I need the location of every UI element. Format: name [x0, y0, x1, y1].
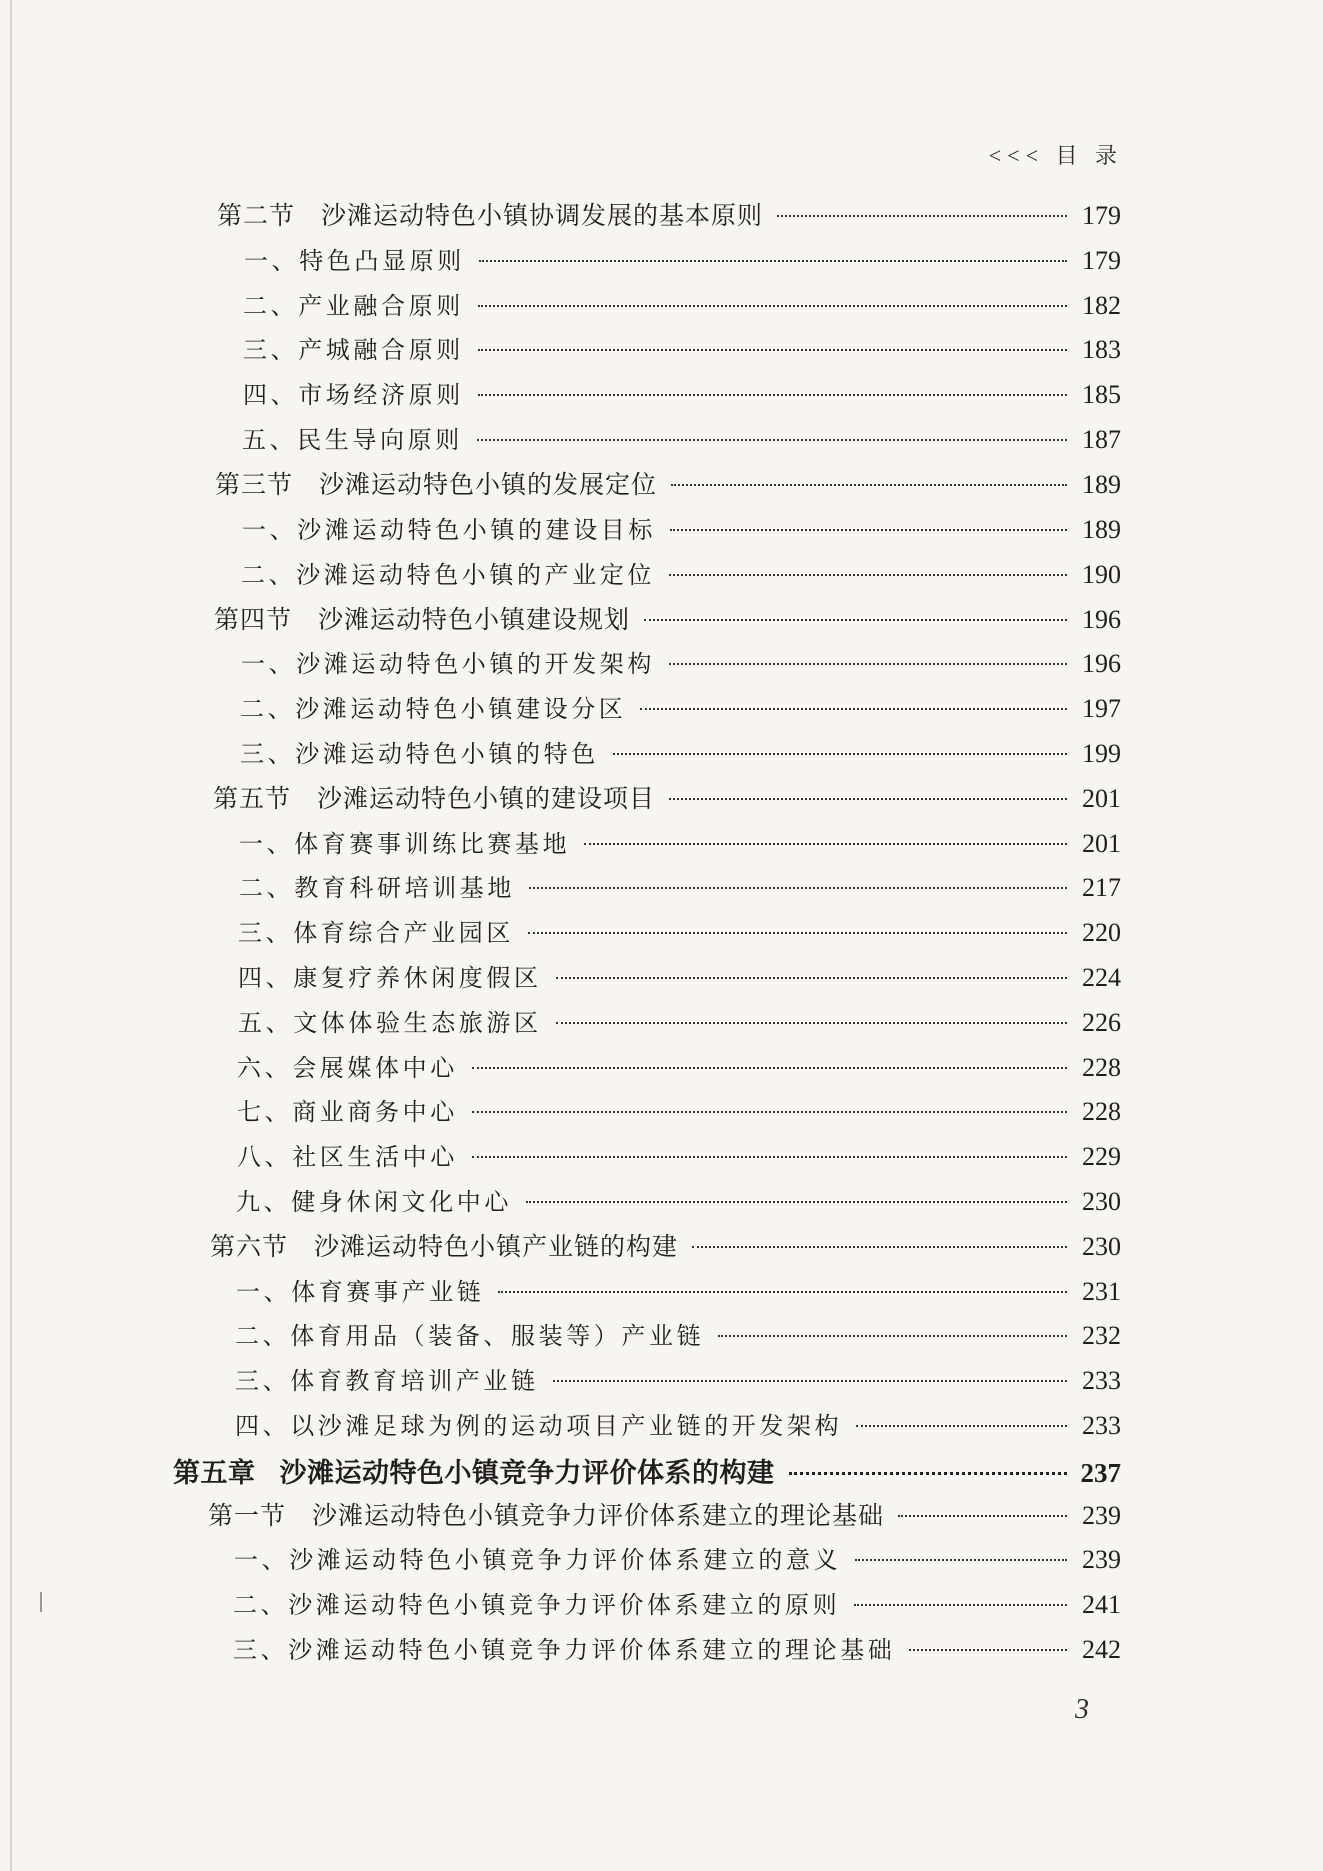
toc-section — [214, 600, 1121, 644]
toc-page-number: 239 — [1082, 1501, 1121, 1530]
toc-title-text: 四、市场经济原则 — [243, 381, 464, 409]
toc-title — [240, 734, 599, 769]
toc-title — [243, 330, 464, 365]
toc-item — [241, 555, 1121, 599]
toc-title-text: 三、体育教育培训产业链 — [235, 1367, 539, 1395]
toc-title-text: 五、文体体验生态旅游区 — [238, 1009, 542, 1037]
dot-leader — [498, 1291, 1067, 1293]
toc-tag: 第六节 — [210, 1234, 289, 1261]
toc-page-number: 233 — [1082, 1366, 1121, 1395]
toc-tag: 第五章 — [173, 1458, 256, 1489]
toc-title — [210, 1227, 678, 1263]
toc-title — [241, 644, 655, 679]
toc-title-text: 一、特色凸显原则 — [244, 247, 465, 275]
toc-title-text: 沙滩运动特色小镇竞争力评价体系建立的理论基础 — [312, 1503, 885, 1530]
toc-title-text: 五、民生导向原则 — [242, 426, 463, 454]
toc-page-number: 229 — [1082, 1142, 1121, 1171]
toc-page-number: 179 — [1082, 201, 1121, 230]
dot-leader — [855, 1559, 1067, 1561]
toc-tag: 第五节 — [213, 786, 292, 813]
toc-tag: 第三节 — [215, 472, 294, 499]
toc-title — [237, 1048, 458, 1083]
toc-page-number: 231 — [1082, 1277, 1121, 1306]
dot-leader — [854, 1604, 1067, 1606]
toc-title-text: 一、体育赛事训练比赛基地 — [239, 830, 571, 858]
toc-item — [243, 375, 1121, 419]
toc-page-number: 228 — [1082, 1053, 1121, 1082]
toc-title — [235, 1316, 704, 1351]
toc-title — [240, 689, 626, 724]
toc-page-number: 237 — [1080, 1458, 1121, 1488]
toc-title — [243, 375, 464, 410]
dot-leader — [529, 887, 1067, 889]
toc-item — [236, 1272, 1121, 1316]
toc-item — [235, 1316, 1121, 1360]
toc-title-text: 四、康复疗养休闲度假区 — [238, 964, 542, 992]
toc-tag: 第四节 — [214, 607, 293, 634]
toc-page-number: 196 — [1082, 605, 1121, 634]
toc-title-text: 一、沙滩运动特色小镇的开发架构 — [241, 650, 655, 678]
toc-title — [244, 241, 465, 276]
dot-leader — [669, 574, 1067, 576]
toc-item — [235, 1361, 1121, 1405]
toc-title — [239, 824, 570, 859]
toc-item — [243, 286, 1121, 330]
dot-leader — [613, 753, 1067, 755]
toc-title-text: 沙滩运动特色小镇协调发展的基本原则 — [321, 203, 764, 230]
dot-leader — [669, 798, 1067, 800]
toc-title — [238, 1003, 542, 1038]
toc-title-text: 二、产业融合原则 — [243, 292, 464, 320]
toc-item — [237, 1048, 1121, 1092]
toc-page-number: 199 — [1082, 739, 1121, 768]
toc-page-number: 201 — [1082, 829, 1121, 858]
scan-speck — [40, 1592, 42, 1612]
toc-page-number: 220 — [1082, 918, 1121, 947]
toc-title-text: 九、健身休闲文化中心 — [236, 1188, 512, 1216]
dot-leader — [526, 1201, 1067, 1203]
toc-page-number: 190 — [1082, 560, 1121, 589]
toc-item — [243, 330, 1121, 374]
toc-title — [217, 196, 763, 232]
toc-item — [234, 1540, 1121, 1584]
dot-leader — [553, 1380, 1067, 1382]
toc-title-text: 二、体育用品（装备、服装等）产业链 — [235, 1322, 705, 1350]
toc-title-text: 一、沙滩运动特色小镇竞争力评价体系建立的意义 — [234, 1546, 842, 1574]
dot-leader — [477, 439, 1067, 441]
toc-item — [235, 1406, 1121, 1450]
dot-leader — [669, 663, 1067, 665]
toc-title-text: 一、体育赛事产业链 — [236, 1278, 485, 1306]
dot-leader — [692, 1246, 1067, 1248]
toc-item — [233, 1585, 1121, 1629]
toc-page-number: 187 — [1082, 425, 1121, 454]
toc-page-number: 189 — [1082, 470, 1121, 499]
toc-title — [238, 958, 542, 993]
toc-section — [213, 779, 1121, 823]
toc-section — [210, 1227, 1121, 1271]
toc-item — [238, 958, 1121, 1002]
toc-title-text: 六、会展媒体中心 — [237, 1054, 458, 1082]
toc-title-text: 沙滩运动特色小镇的发展定位 — [319, 472, 658, 499]
running-header: <<< 目 录 — [988, 143, 1123, 168]
dot-leader — [556, 1022, 1067, 1024]
dot-leader — [472, 1067, 1067, 1069]
dot-leader — [670, 529, 1067, 531]
dot-leader — [479, 260, 1067, 262]
toc-item — [242, 420, 1121, 464]
toc-title-text: 二、教育科研培训基地 — [239, 874, 515, 902]
toc-item — [236, 1182, 1121, 1226]
toc-title — [214, 600, 630, 636]
toc-section — [215, 465, 1121, 509]
toc-title — [208, 1496, 884, 1532]
dot-leader — [528, 932, 1067, 934]
toc-title-text: 二、沙滩运动特色小镇竞争力评价体系建立的原则 — [233, 1591, 841, 1619]
toc-title — [242, 510, 656, 545]
toc-title — [235, 1406, 842, 1441]
toc-title — [213, 779, 655, 815]
dot-leader — [644, 619, 1067, 621]
toc-item — [240, 734, 1121, 778]
dot-leader — [478, 305, 1067, 307]
dot-leader — [909, 1649, 1067, 1651]
dot-leader — [472, 1111, 1067, 1113]
toc-tag: 第一节 — [208, 1503, 287, 1530]
toc-title — [237, 1137, 458, 1172]
toc-title-text: 三、沙滩运动特色小镇的特色 — [240, 740, 599, 768]
toc-title-text: 沙滩运动特色小镇建设规划 — [318, 607, 631, 634]
toc-title-text: 沙滩运动特色小镇的建设项目 — [317, 786, 656, 813]
toc-title — [238, 913, 514, 948]
toc-title-text: 沙滩运动特色小镇竞争力评价体系的构建 — [279, 1458, 775, 1489]
toc-page-number: 230 — [1082, 1187, 1121, 1216]
toc-page-number: 201 — [1082, 784, 1121, 813]
toc-title — [234, 1540, 841, 1575]
dot-leader — [556, 977, 1067, 979]
toc-item — [237, 1137, 1121, 1181]
toc-title — [233, 1630, 895, 1665]
toc-title — [233, 1585, 840, 1620]
toc-item — [233, 1630, 1121, 1674]
dot-leader — [789, 1472, 1068, 1475]
toc-item — [239, 824, 1121, 868]
toc-section — [208, 1496, 1121, 1540]
toc-page-number: 230 — [1082, 1232, 1121, 1261]
toc-title-text: 七、商业商务中心 — [237, 1098, 458, 1126]
dot-leader — [856, 1425, 1067, 1427]
dot-leader — [718, 1335, 1067, 1337]
dot-leader — [478, 394, 1067, 396]
toc-chapter — [173, 1451, 1121, 1495]
toc-title — [173, 1451, 775, 1490]
toc-item — [237, 1092, 1121, 1136]
dot-leader — [472, 1156, 1067, 1158]
toc-item — [238, 1003, 1121, 1047]
toc-title — [239, 868, 515, 903]
toc-page-number: 226 — [1082, 1008, 1121, 1037]
toc-title — [243, 286, 464, 321]
toc-title-text: 一、沙滩运动特色小镇的建设目标 — [242, 516, 656, 544]
toc-item — [244, 241, 1121, 285]
toc-title-text: 二、沙滩运动特色小镇建设分区 — [240, 695, 627, 723]
toc-title — [241, 555, 655, 590]
toc-section — [217, 196, 1121, 240]
toc-title-text: 三、体育综合产业园区 — [238, 919, 514, 947]
toc-page-number: 197 — [1082, 694, 1121, 723]
toc-title — [237, 1092, 458, 1127]
toc-title — [236, 1182, 512, 1217]
toc-page-number: 179 — [1082, 246, 1121, 275]
toc-title-text: 四、以沙滩足球为例的运动项目产业链的开发架构 — [235, 1412, 843, 1440]
toc-title-text: 三、产城融合原则 — [243, 336, 464, 364]
toc-item — [241, 644, 1121, 688]
toc-title — [235, 1361, 539, 1396]
dot-leader — [898, 1515, 1067, 1517]
dot-leader — [478, 349, 1067, 351]
toc-page-number: 183 — [1082, 335, 1121, 364]
dot-leader — [640, 708, 1067, 710]
toc-title — [215, 465, 657, 501]
dot-leader — [584, 843, 1067, 845]
toc-title — [242, 420, 463, 455]
toc-item — [240, 689, 1121, 733]
toc-page-number: 239 — [1082, 1545, 1121, 1574]
toc-page-number: 232 — [1082, 1321, 1121, 1350]
toc-title-text: 沙滩运动特色小镇产业链的构建 — [314, 1234, 679, 1261]
toc-page-number: 196 — [1082, 649, 1121, 678]
toc-tag: 第二节 — [217, 203, 296, 230]
toc-item — [238, 913, 1121, 957]
toc-page-number: 242 — [1082, 1635, 1121, 1664]
toc-title — [236, 1272, 484, 1307]
toc-title-text: 二、沙滩运动特色小镇的产业定位 — [241, 561, 655, 589]
page-number: 3 — [1075, 1694, 1089, 1725]
toc-title-text: 三、沙滩运动特色小镇竞争力评价体系建立的理论基础 — [233, 1636, 896, 1664]
toc-page-number: 189 — [1082, 515, 1121, 544]
toc-page-number: 224 — [1082, 963, 1121, 992]
toc-page-number: 185 — [1082, 380, 1121, 409]
dot-leader — [671, 484, 1067, 486]
toc-page-number: 228 — [1082, 1097, 1121, 1126]
toc-page-number: 241 — [1082, 1590, 1121, 1619]
toc-title-text: 八、社区生活中心 — [237, 1143, 458, 1171]
toc-page-number: 182 — [1082, 291, 1121, 320]
toc-page-number: 233 — [1082, 1411, 1121, 1440]
dot-leader — [777, 215, 1067, 217]
toc-item — [239, 868, 1121, 912]
toc-item — [242, 510, 1121, 554]
toc-page-number: 217 — [1082, 873, 1121, 902]
